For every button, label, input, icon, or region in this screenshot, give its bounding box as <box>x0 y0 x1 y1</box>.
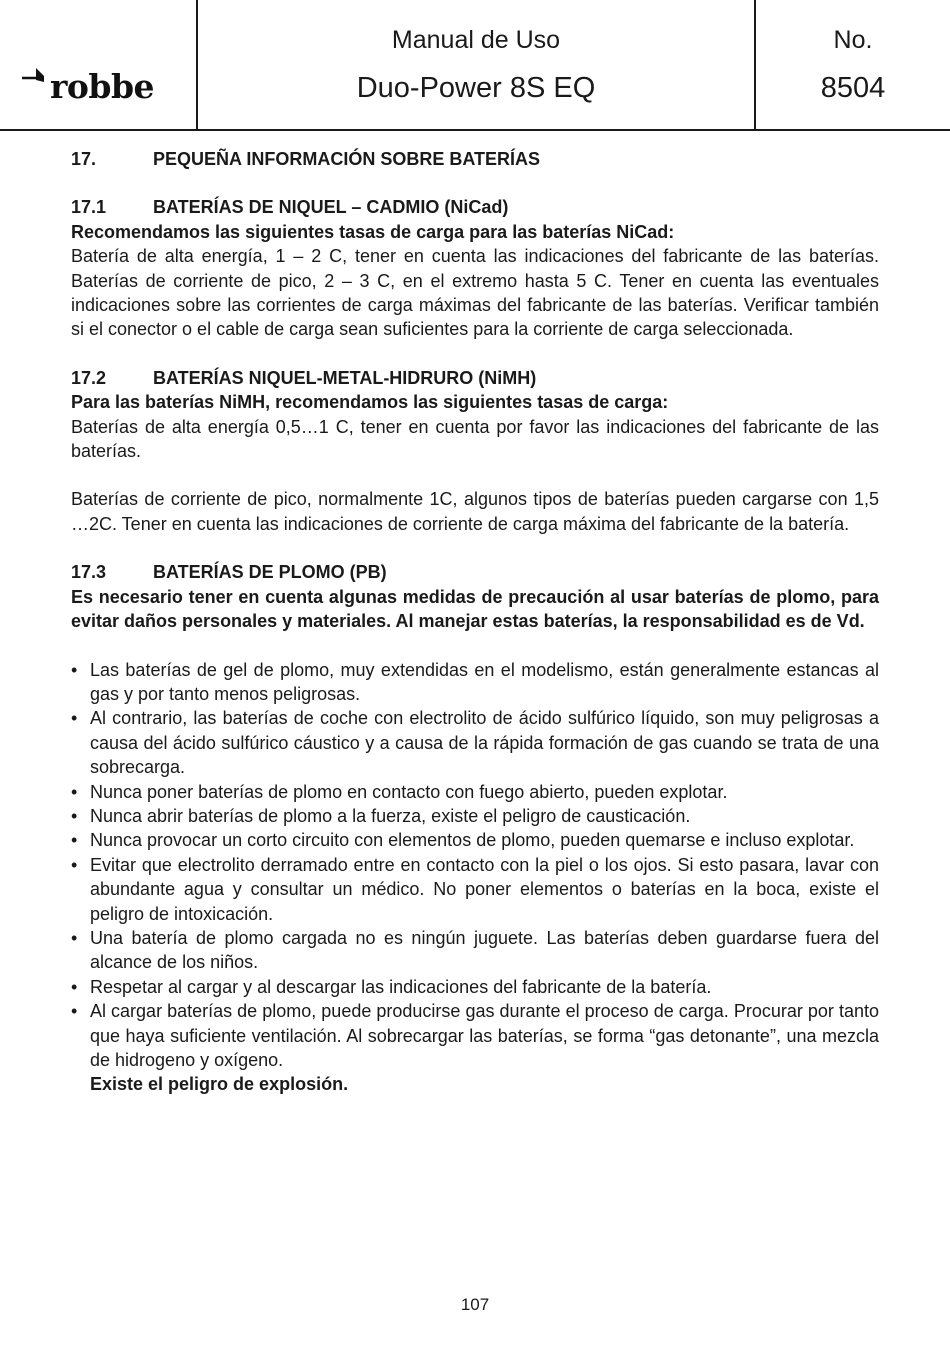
explosion-warning: Existe el peligro de explosión. <box>90 1074 349 1095</box>
bullet-icon: • <box>71 708 78 729</box>
svg-text:robbe: robbe <box>50 67 155 102</box>
list-item-text: Al contrario, las baterías de coche con electrolito de ácido sulfúrico líquido, son muy peligrosas a causa del ácido sulfúrico cáustico y a causa de la rápida formación de gas cuando se trata de una sobrecarga. <box>90 708 879 778</box>
section-number: 17.3 <box>71 562 107 583</box>
bullet-icon: • <box>71 976 78 997</box>
section-title: BATERÍAS NIQUEL-METAL-HIDRURO (NiMH) <box>153 367 537 388</box>
paragraph: Baterías de corriente de pico, normalmente 1C, algunos tipos de baterías pueden cargarse con 1,5 …2C. Tener en cuenta las indicaciones de corriente de carga máxima del fabricante de la batería. <box>71 489 879 534</box>
number-value: 8504 <box>820 72 886 104</box>
list-item-text: Al cargar baterías de plomo, puede producirse gas durante el proceso de carga. Procurar por tanto que haya suficiente ventilación. Al sobrecargar las baterías, se forma “gas detonante”, una mezcla de hidrogeno y oxígeno. <box>90 1001 879 1070</box>
section-title: PEQUEÑA INFORMACIÓN SOBRE BATERÍAS <box>153 149 541 169</box>
bullet-icon: • <box>71 830 78 851</box>
list-item-text: Evitar que electrolito derramado entre en contacto con la piel o los ojos. Si esto pasara, lavar con abundante agua y consultar un médico. No poner elementos o baterías en la boca, existe el peligro de intoxicación. <box>90 854 879 924</box>
safety-list <box>71 658 879 1097</box>
list-item-text: Respetar al cargar y al descargar las indicaciones del fabricante de la batería. <box>90 976 712 997</box>
document-body <box>71 147 879 1097</box>
list-item <box>71 828 879 852</box>
list-item <box>71 999 879 1097</box>
paragraph: Batería de alta energía, 1 – 2 C, tener en cuenta las indicaciones del fabricante de las baterías. Baterías de corriente de pico, 2 – 3 C, en el extremo hasta 5 C. Tener en cuenta las eventuales indicaciones sobre las corrientes de carga máximas del fabricante de las baterías. Verificar también si el conector o el cable de carga sean suficientes para la corriente de carga seleccionada. <box>71 246 879 340</box>
page-number: 107 <box>460 1295 490 1314</box>
section-17-2-heading <box>71 366 879 390</box>
list-item-text: Las baterías de gel de plomo, muy extendidas en el modelismo, están generalmente estancas al gas y por tanto menos peligrosas. <box>90 659 879 704</box>
section-number: 17.2 <box>71 367 107 388</box>
product-name: Duo-Power 8S EQ <box>356 72 596 104</box>
bullet-icon: • <box>71 659 78 680</box>
list-item <box>71 975 879 999</box>
list-item-text: Una batería de plomo cargada no es ningún juguete. Las baterías deben guardarse fuera del alcance de los niños. <box>90 927 879 973</box>
title-cell <box>198 0 756 129</box>
paragraph: Baterías de alta energía 0,5…1 C, tener en cuenta por favor las indicaciones del fabricante de las baterías. <box>71 416 879 462</box>
list-item <box>71 853 879 926</box>
logo-cell <box>0 0 198 129</box>
list-item <box>71 706 879 779</box>
manual-label: Manual de Uso <box>391 26 561 54</box>
number-label: No. <box>833 26 873 54</box>
section-title: BATERÍAS DE NIQUEL – CADMIO (NiCad) <box>153 197 509 218</box>
list-item <box>71 780 879 804</box>
number-cell <box>756 0 950 129</box>
page-header <box>0 0 950 131</box>
section-17-1-heading <box>71 195 879 219</box>
list-item <box>71 658 879 707</box>
bullet-icon: • <box>71 927 78 948</box>
list-item-text: Nunca provocar un corto circuito con elementos de plomo, pueden quemarse e incluso explotar. <box>90 830 855 851</box>
section-number: 17. <box>71 149 97 169</box>
section-lead: Recomendamos las siguientes tasas de carga para las baterías NiCad: <box>71 221 675 242</box>
section-number: 17.1 <box>71 197 107 218</box>
list-item-text: Nunca poner baterías de plomo en contacto con fuego abierto, pueden explotar. <box>90 781 728 802</box>
section-lead: Es necesario tener en cuenta algunas medidas de precaución al usar baterías de plomo, para evitar daños personales y materiales. Al manejar estas baterías, la responsabilidad es de Vd. <box>71 586 879 632</box>
list-item <box>71 926 879 975</box>
section-17-3-heading <box>71 560 879 584</box>
section-17-heading <box>71 147 879 171</box>
list-item <box>71 804 879 828</box>
robbe-logo <box>22 66 187 102</box>
section-lead: Para las baterías NiMH, recomendamos las siguientes tasas de carga: <box>71 392 669 413</box>
list-item-text: Nunca abrir baterías de plomo a la fuerza, existe el peligro de causticación. <box>90 805 691 826</box>
section-title: BATERÍAS DE PLOMO (PB) <box>153 562 387 583</box>
bullet-icon: • <box>71 805 78 826</box>
bullet-icon: • <box>71 854 78 875</box>
bullet-icon: • <box>71 1001 78 1022</box>
bullet-icon: • <box>71 781 78 802</box>
